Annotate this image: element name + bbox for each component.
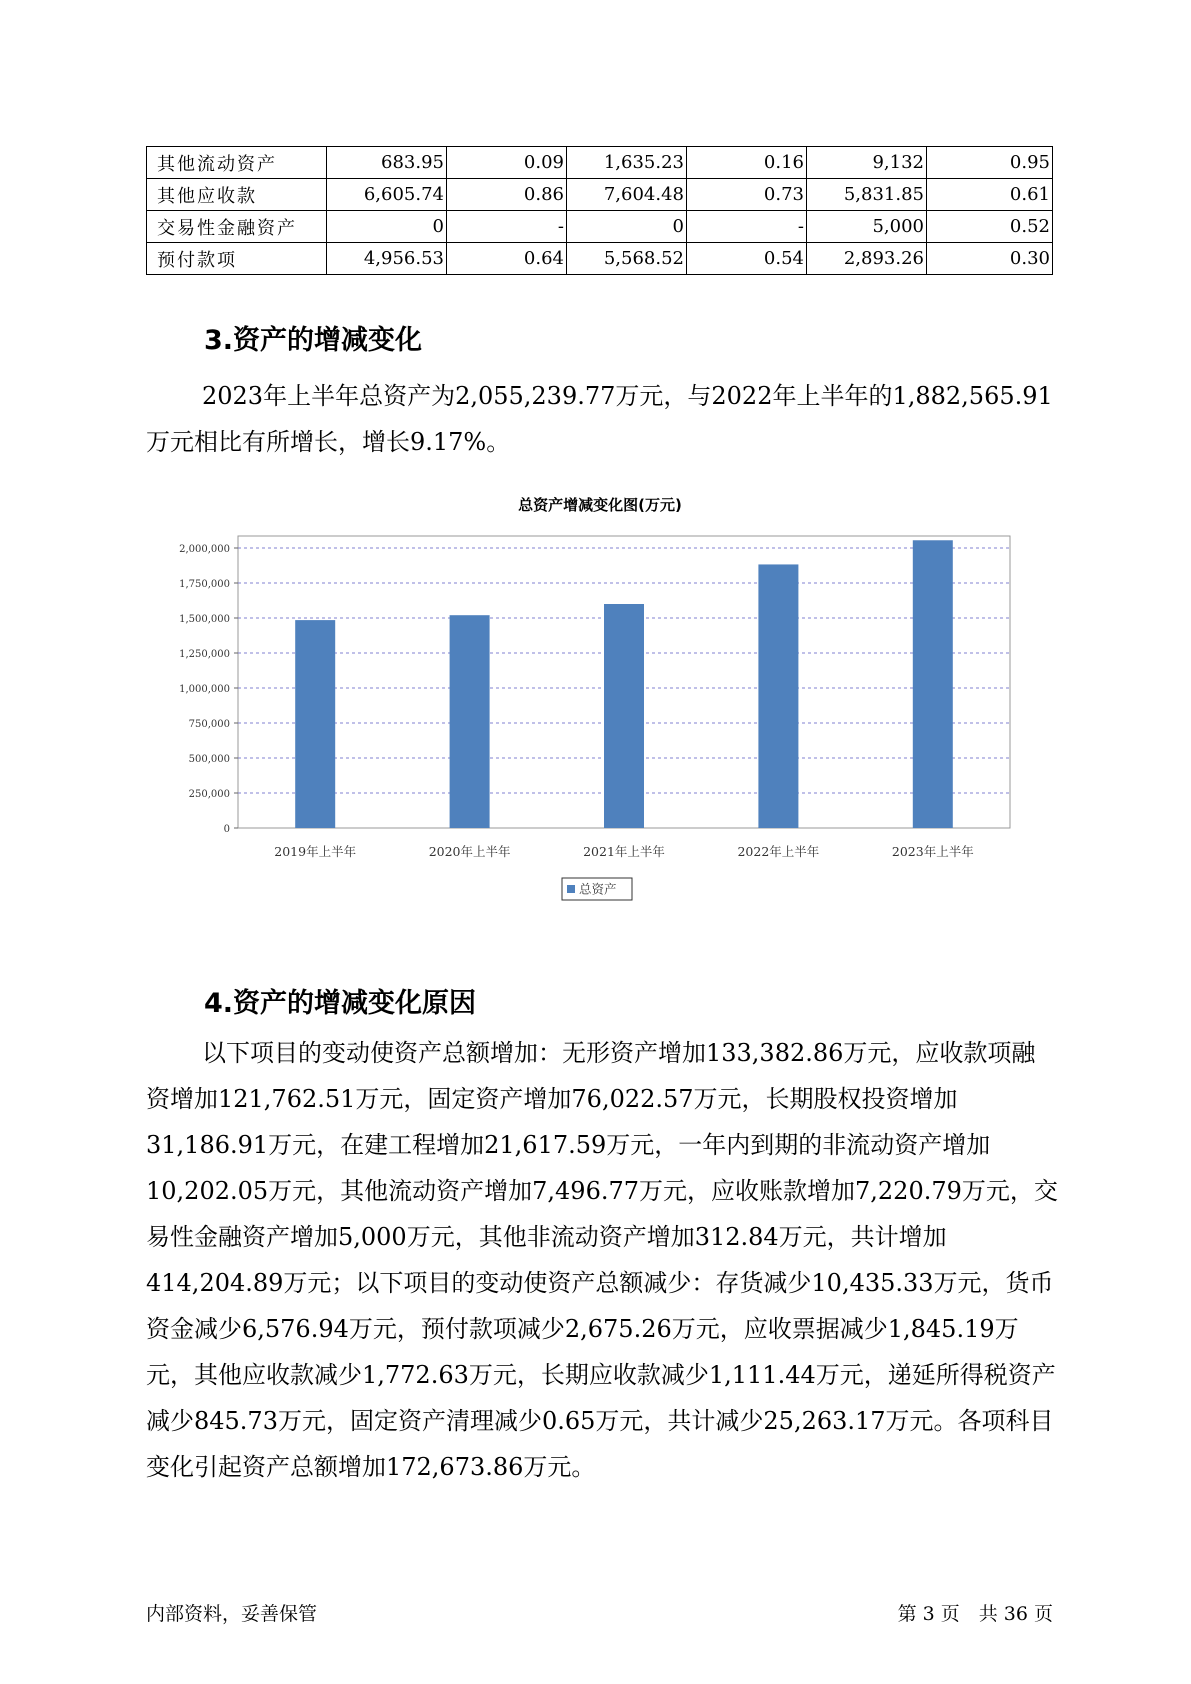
table-cell: - [447, 211, 567, 243]
y-tick-label: 1,750,000 [179, 579, 230, 590]
table-cell: 5,568.52 [567, 243, 687, 275]
table-cell: 0.73 [687, 179, 807, 211]
legend-label: 总资产 [579, 881, 617, 897]
bar [295, 620, 335, 828]
chart-title: 总资产增减变化图(万元) [518, 496, 682, 514]
row-label: 交易性金融资产 [147, 211, 327, 243]
table-cell: 6,605.74 [327, 179, 447, 211]
total-assets-bar-chart [160, 520, 1020, 950]
footer-page-number: 第 3 页 共 36 页 [897, 1603, 1053, 1625]
table-row [147, 147, 1053, 179]
table-cell: 0.16 [687, 147, 807, 179]
table-row [147, 211, 1053, 243]
table-row [147, 243, 1053, 275]
table-cell: 4,956.53 [327, 243, 447, 275]
table-cell: 0.86 [447, 179, 567, 211]
y-tick-label: 250,000 [188, 789, 230, 800]
y-tick-label: 750,000 [188, 719, 230, 730]
legend-swatch [567, 885, 575, 893]
table-cell: 0 [567, 211, 687, 243]
section-4-paragraph: 以下项目的变动使资产总额增加：无形资产增加133,382.86万元，应收款项融资增加121,762.51万元，固定资产增加76,022.57万元，长期股权投资增加31,186.91万元，在建工程增加21,617.59万元，一年内到期的非流动资产增加10,202.05万元，其他流动资产增加7,496.77万元，应收账款增加7,220.79万元，交易性金融资产增加5,000万元，其他非流动资产增加312.84万元，共计增加414,204.89万元；以下项目的变动使资产总额减少：存货减少10,435.33万元，货币资金减少6,576.94万元，预付款项减少2,675.26万元，应收票据减少1,845.19万元，其他应收款减少1,772.63万元，长期应收款减少1,111.44万元，递延所得税资产减少845.73万元，固定资产清理减少0.65万元，共计减少25,263.17万元。各项科目变化引起资产总额增加172,673.86万元。 [146, 1039, 1058, 1481]
table-cell: 5,000 [807, 211, 927, 243]
row-label: 预付款项 [147, 243, 327, 275]
y-tick-label: 1,500,000 [179, 614, 230, 625]
bar [913, 540, 953, 828]
table-cell: 7,604.48 [567, 179, 687, 211]
bar [604, 604, 644, 828]
asset-table [146, 146, 1053, 275]
x-tick-label: 2021年上半年 [583, 844, 665, 859]
table-cell: 0.61 [927, 179, 1053, 211]
y-tick-label: 1,250,000 [179, 649, 230, 660]
y-tick-label: 1,000,000 [179, 684, 230, 695]
table-cell: 683.95 [327, 147, 447, 179]
table-cell: - [687, 211, 807, 243]
section-3-paragraph: 2023年上半年总资产为2,055,239.77万元，与2022年上半年的1,882,565.91万元相比有所增长，增长9.17%。 [146, 382, 1053, 456]
table-cell: 0.64 [447, 243, 567, 275]
table-cell: 1,635.23 [567, 147, 687, 179]
x-tick-label: 2023年上半年 [891, 844, 974, 859]
x-tick-label: 2019年上半年 [274, 844, 357, 859]
table-cell: 0.54 [687, 243, 807, 275]
row-label: 其他应收款 [147, 179, 327, 211]
bar [758, 564, 798, 828]
table-cell: 0 [327, 211, 447, 243]
y-tick-label: 0 [223, 824, 230, 835]
section-3-heading: 3.资产的增减变化 [204, 325, 423, 356]
table-cell: 9,132 [807, 147, 927, 179]
y-tick-label: 2,000,000 [179, 544, 230, 555]
section-4-heading: 4.资产的增减变化原因 [204, 988, 477, 1019]
table-row [147, 179, 1053, 211]
table-cell: 0.52 [927, 211, 1053, 243]
bar [450, 615, 490, 828]
table-cell: 0.30 [927, 243, 1053, 275]
table-cell: 0.95 [927, 147, 1053, 179]
x-tick-label: 2020年上半年 [428, 844, 511, 859]
y-tick-label: 500,000 [188, 754, 230, 765]
table-cell: 5,831.85 [807, 179, 927, 211]
table-cell: 2,893.26 [807, 243, 927, 275]
row-label: 其他流动资产 [147, 147, 327, 179]
footer-confidential-note: 内部资料，妥善保管 [146, 1603, 318, 1625]
table-cell: 0.09 [447, 147, 567, 179]
x-tick-label: 2022年上半年 [737, 844, 820, 859]
